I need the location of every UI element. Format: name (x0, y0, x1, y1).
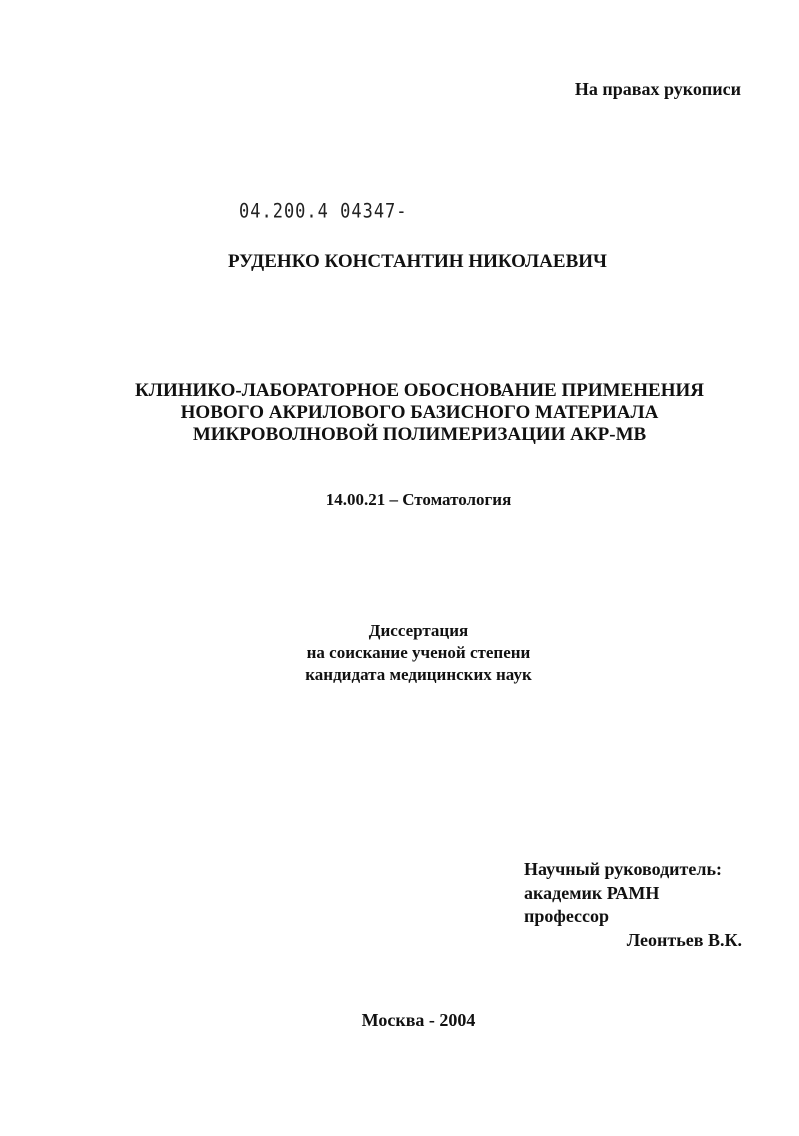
supervisor-rank: академик РАМН (524, 882, 660, 903)
rights-note: На правах рукописи (574, 79, 741, 99)
dissertation-degree-block (0, 620, 799, 686)
degree-line: кандидата медицинских наук (305, 665, 532, 684)
supervisor-name: Леонтьев В.К. (626, 929, 742, 950)
degree-line: на соискание ученой степени (306, 643, 531, 662)
dissertation-title (0, 380, 799, 446)
title-line: НОВОГО АКРИЛОВОГО БАЗИСНОГО МАТЕРИАЛА (180, 402, 659, 423)
archive-stamp-code: 04.200.4 04347- (239, 200, 408, 223)
supervisor-position: профессор (524, 906, 610, 926)
supervisor-label: Научный руководитель: (524, 859, 722, 879)
specialty-code: 14.00.21 – Стоматология (325, 490, 512, 509)
title-line: КЛИНИКО-ЛАБОРАТОРНОЕ ОБОСНОВАНИЕ ПРИМЕНЕНИЯ (135, 380, 704, 401)
author-name: РУДЕНКО КОНСТАНТИН НИКОЛАЕВИЧ (228, 251, 607, 272)
degree-line: Диссертация (368, 621, 469, 640)
supervisor-block (524, 858, 744, 952)
city-year: Москва - 2004 (361, 1010, 476, 1030)
title-line: МИКРОВОЛНОВОЙ ПОЛИМЕРИЗАЦИИ АКР-МВ (192, 424, 647, 445)
